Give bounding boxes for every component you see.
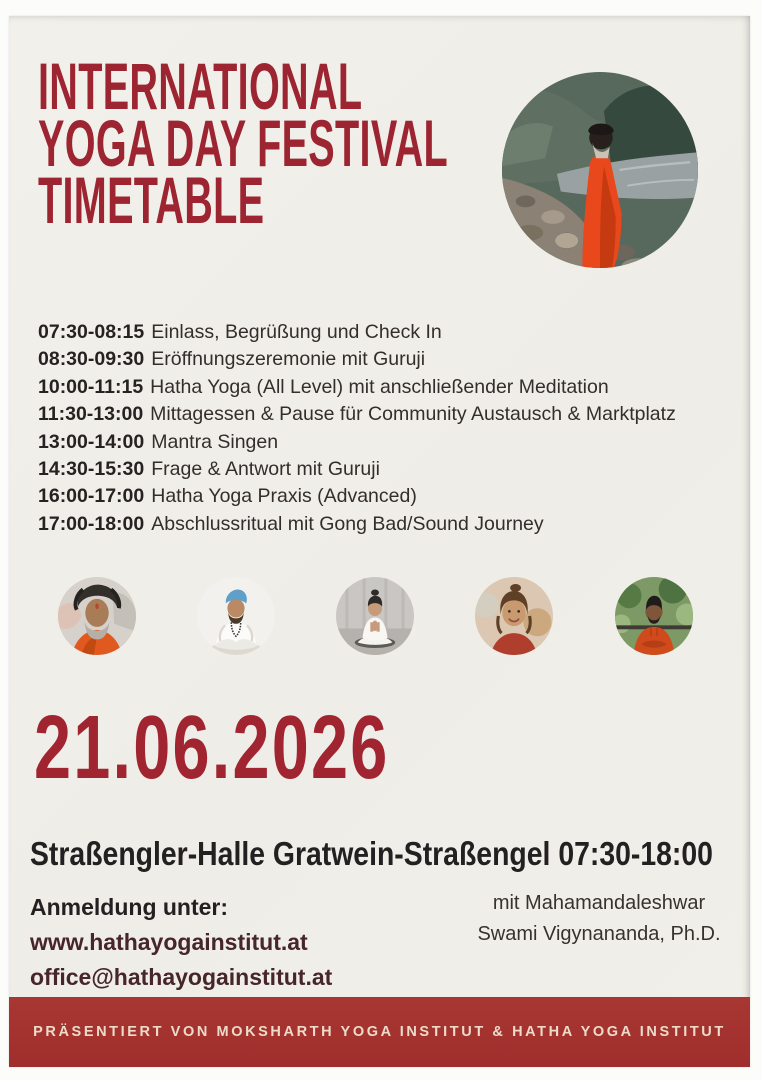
schedule-activity: Einlass, Begrüßung und Check In bbox=[151, 321, 442, 343]
website-text: www.hathayogainstitut.at bbox=[30, 929, 308, 955]
guest-line-1: mit Mahamandaleshwar bbox=[492, 892, 706, 914]
schedule-activity: Mantra Singen bbox=[151, 430, 279, 453]
schedule-row bbox=[38, 319, 676, 346]
smiling-woman-illustration bbox=[475, 577, 553, 655]
schedule-activity: Frage & Antwort mit Guruji bbox=[151, 458, 380, 481]
speaker-photo-woman-namaste bbox=[336, 577, 414, 655]
schedule-row bbox=[38, 374, 676, 401]
schedule-row bbox=[38, 483, 676, 510]
title-line-1: INTERNATIONAL bbox=[38, 49, 363, 123]
flyer-poster bbox=[9, 16, 750, 1067]
schedule-activity: Abschlussritual mit Gong Bad/Sound Journey bbox=[151, 512, 544, 535]
guru-portrait-illustration bbox=[58, 577, 136, 655]
schedule-activity: Mittagessen & Pause für Community Austausch & Marktplatz bbox=[150, 403, 676, 426]
schedule-time: 13:00-14:00 bbox=[38, 430, 145, 453]
schedule-row bbox=[38, 401, 676, 428]
speaker-photo-orange-kurta-man bbox=[615, 577, 693, 655]
schedule-row bbox=[38, 511, 676, 538]
poster-title bbox=[38, 49, 448, 237]
footer-credits: PRÄSENTIERT VON MOKSHARTH YOGA INSTITUT & HATHA YOGA INSTITUT bbox=[33, 1024, 726, 1040]
orange-kurta-man-illustration bbox=[615, 577, 693, 655]
guest-block bbox=[439, 888, 759, 950]
schedule-time: 10:00-11:15 bbox=[38, 375, 144, 398]
speaker-photo-guru bbox=[58, 577, 136, 655]
schedule-activity: Hatha Yoga Praxis (Advanced) bbox=[151, 485, 417, 508]
schedule-row bbox=[38, 456, 676, 483]
schedule-time: 07:30-08:15 bbox=[38, 321, 145, 343]
footer-band bbox=[9, 997, 750, 1067]
schedule-time: 17:00-18:00 bbox=[38, 512, 145, 535]
woman-namaste-illustration bbox=[336, 577, 414, 655]
schedule-activity: Eröffnungszeremonie mit Guruji bbox=[151, 348, 426, 371]
email-text: office@hathayogainstitut.at bbox=[30, 964, 333, 990]
hero-photo-sadhu-by-river bbox=[502, 72, 698, 268]
turban-man-illustration bbox=[197, 577, 275, 655]
schedule-activity: Hatha Yoga (All Level) mit anschließender Meditation bbox=[150, 375, 609, 398]
schedule-list bbox=[38, 319, 676, 538]
registration-block bbox=[30, 890, 332, 995]
title-line-3: TIMETABLE bbox=[38, 163, 265, 237]
schedule-row bbox=[38, 429, 676, 456]
speaker-photo-turban-man bbox=[197, 577, 275, 655]
schedule-time: 11:30-13:00 bbox=[38, 403, 144, 426]
guest-line-2: Swami Vigynananda, Ph.D. bbox=[477, 923, 721, 945]
schedule-row bbox=[38, 346, 676, 373]
schedule-time: 16:00-17:00 bbox=[38, 485, 145, 508]
schedule-time: 14:30-15:30 bbox=[38, 458, 145, 481]
speaker-photo-smiling-woman bbox=[475, 577, 553, 655]
registration-label: Anmeldung unter: bbox=[30, 894, 229, 920]
title-line-2: YOGA DAY FESTIVAL bbox=[38, 106, 448, 180]
venue-line: Straßengler-Halle Gratwein-Straßengel 07:30-18:00 bbox=[30, 835, 713, 872]
event-date: 21.06.2026 bbox=[34, 698, 390, 798]
schedule-time: 08:30-09:30 bbox=[38, 348, 145, 371]
hero-photo-illustration bbox=[502, 72, 698, 268]
